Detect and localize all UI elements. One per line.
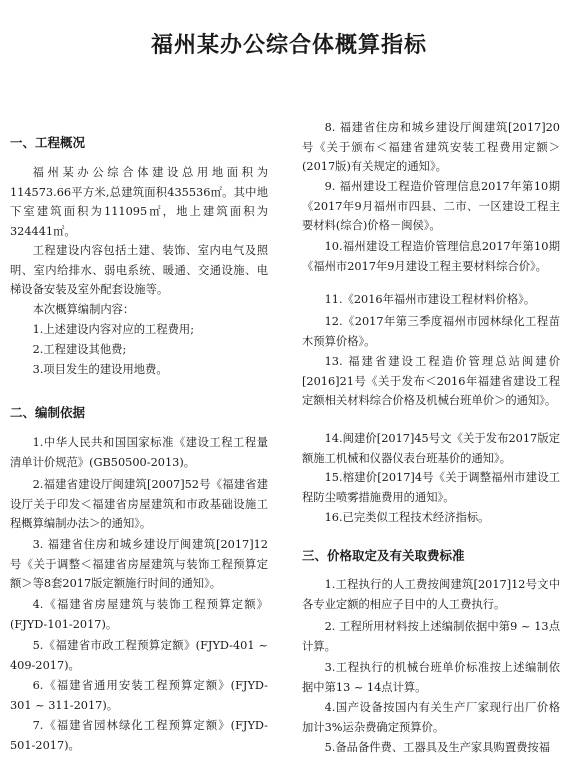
pricing-item-3: 3.工程执行的机械台班单价标准按上述编制依据中第13 ~ 14点计算。 bbox=[302, 661, 560, 694]
basis-item-6: 6.《福建省通用安装工程预算定额》(FJYD-301 ~ 311-2017)。 bbox=[10, 679, 268, 712]
section-heading-basis: 二、编制依据 bbox=[10, 405, 86, 420]
overview-item-3: 3.项目发生的建设用地费。 bbox=[32, 363, 168, 376]
overview-paragraph-2: 工程建设内容包括土建、装饰、室内电气及照明、室内给排水、弱电系统、暖通、交通设施、电梯设备安装及室外配套设施等。 bbox=[10, 244, 268, 296]
basis-item-2: 2.福建省建设厅闽建筑[2007]52号《福建省建设厅关于印发＜福建省房屋建筑和市政基础设施工程概算编制办法＞的通知》。 bbox=[10, 478, 268, 530]
basis-item-11: 11.《2016年福州市建设工程材料价格》。 bbox=[324, 293, 536, 306]
overview-paragraph-1: 福州某办公综合体建设总用地面积为114573.66平方米,总建筑面积435536㎡。其中地下室建筑面积为111095㎡，地上建筑面积为324441㎡。 bbox=[10, 166, 268, 238]
basis-item-3: 3. 福建省住房和城乡建设厅闽建筑[2017]12号《关于调整＜福建省房屋建筑与装饰工程预算定额＞等8套2017版定额施行时间的通知》。 bbox=[10, 538, 268, 590]
basis-item-15: 15.榕建价[2017]4号《关于调整福州市建设工程防尘喷雾措施费用的通知》。 bbox=[302, 471, 560, 504]
pricing-item-4: 4.国产设备按国内有关生产厂家现行出厂价格加计3%运杂费确定预算价。 bbox=[302, 701, 560, 734]
basis-item-14: 14.闽建价[2017]45号文《关于发布2017版定额施工机械和仪器仪表台班基价的通知》。 bbox=[302, 432, 560, 465]
page-title: 福州某办公综合体概算指标 bbox=[150, 33, 427, 58]
overview-item-1: 1.上述建设内容对应的工程费用; bbox=[32, 323, 195, 336]
basis-item-8: 8. 福建省住房和城乡建设厅闽建筑[2017]20号《关于颁布＜福建省建筑安装工程费用定额＞(2017版)有关规定的通知》。 bbox=[302, 121, 560, 173]
basis-item-13: 13. 福建省建设工程造价管理总站闽建价[2016]21号《关于发布＜2016年福建省建设工程定额相关材料综合价格及机械台班单价＞的通知》。 bbox=[302, 355, 560, 407]
basis-item-5: 5.《福建省市政工程预算定额》(FJYD-401 ~ 409-2017)。 bbox=[10, 639, 268, 672]
pricing-item-1: 1.工程执行的人工费按闽建筑[2017]12号文中各专业定额的相应子目中的人工费执行。 bbox=[302, 578, 560, 611]
section-heading-pricing: 三、价格取定及有关取费标准 bbox=[302, 548, 465, 563]
overview-paragraph-3: 本次概算编制内容： bbox=[32, 303, 135, 316]
section-heading-overview: 一、工程概况 bbox=[10, 135, 86, 150]
basis-item-1: 1.中华人民共和国国家标准《建设工程工程量清单计价规范》(GB50500-2013)。 bbox=[10, 436, 268, 469]
basis-item-7: 7.《福建省园林绿化工程预算定额》(FJYD-501-2017)。 bbox=[10, 719, 268, 752]
basis-item-9: 9. 福州建设工程造价管理信息2017年第10期《2017年9月福州市四县、二市、一区建设工程主要材料(综合)价格－闽侯》。 bbox=[302, 180, 560, 232]
overview-item-2: 2.工程建设其他费; bbox=[32, 343, 127, 356]
pricing-item-5: 5.备品备件费、工器具及生产家具购置费按福 bbox=[324, 741, 551, 754]
basis-item-4: 4.《福建省房屋建筑与装饰工程预算定额》(FJYD-101-2017)。 bbox=[10, 598, 268, 631]
basis-item-16: 16.已完类似工程技术经济指标。 bbox=[324, 511, 490, 524]
basis-item-10: 10.福州建设工程造价管理信息2017年第10期《福州市2017年9月建设工程主要材料综合价》。 bbox=[302, 240, 560, 273]
pricing-item-2: 2. 工程所用材料按上述编制依据中第9 ~ 13点计算。 bbox=[302, 620, 560, 653]
basis-item-12: 12.《2017年第三季度福州市园林绿化工程苗木预算价格》。 bbox=[302, 315, 560, 348]
